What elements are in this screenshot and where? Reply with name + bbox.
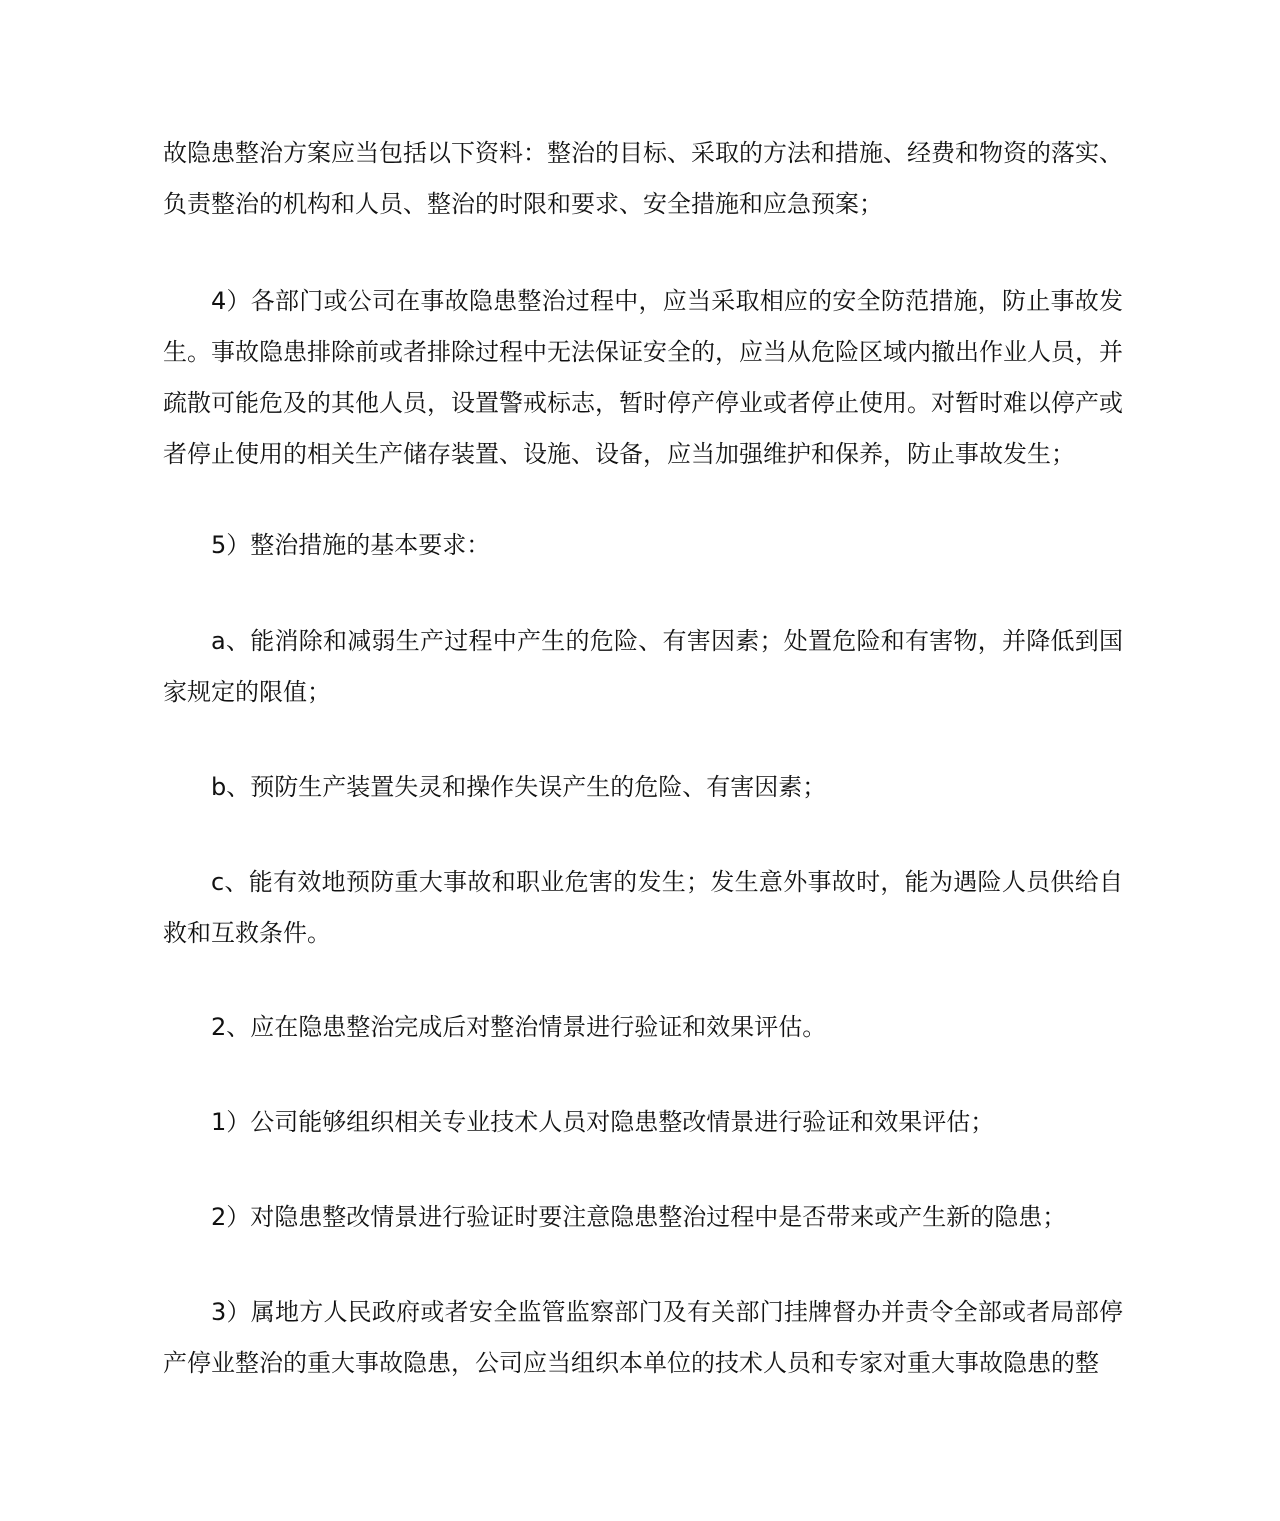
paragraph-rectification-plan: 故隐患整治方案应当包括以下资料：整治的目标、采取的方法和措施、经费和物资的落实、负责整治的机构和人员、整治的时限和要求、安全措施和应急预案； xyxy=(163,139,1123,218)
paragraph-item-4: 4）各部门或公司在事故隐患整治过程中，应当采取相应的安全防范措施，防止事故发生。事故隐患排除前或者排除过程中无法保证安全的，应当从危险区域内撤出作业人员，并疏散可能危及的其他人员，设置警戒标志，暂时停产停业或者停止使用。对暂时难以停产或者停止使用的相关生产储存装置、设施、设备，应当加强维护和保养，防止事故发生； xyxy=(163,287,1123,468)
paragraph-item-a: a、能消除和减弱生产过程中产生的危险、有害因素；处置危险和有害物，并降低到国家规定的限值； xyxy=(163,627,1123,706)
paragraph-item-c: c、能有效地预防重大事故和职业危害的发生；发生意外事故时，能为遇险人员供给自救和互救条件。 xyxy=(163,868,1123,947)
paragraph-item-5: 5）整治措施的基本要求： xyxy=(211,531,491,559)
paragraph-section-2-item-1: 1）公司能够组织相关专业技术人员对隐患整改情景进行验证和效果评估； xyxy=(211,1108,995,1136)
paragraph-section-2-item-2: 2）对隐患整改情景进行验证时要注意隐患整治过程中是否带来或产生新的隐患； xyxy=(211,1203,1067,1231)
paragraph-section-2: 2、应在隐患整治完成后对整治情景进行验证和效果评估。 xyxy=(211,1013,827,1041)
paragraph-item-b: b、预防生产装置失灵和操作失误产生的危险、有害因素； xyxy=(211,773,827,801)
paragraph-section-2-item-3: 3）属地方人民政府或者安全监管监察部门及有关部门挂牌督办并责令全部或者局部停产停业整治的重大事故隐患，公司应当组织本单位的技术人员和专家对重大事故隐患的整 xyxy=(163,1298,1123,1377)
